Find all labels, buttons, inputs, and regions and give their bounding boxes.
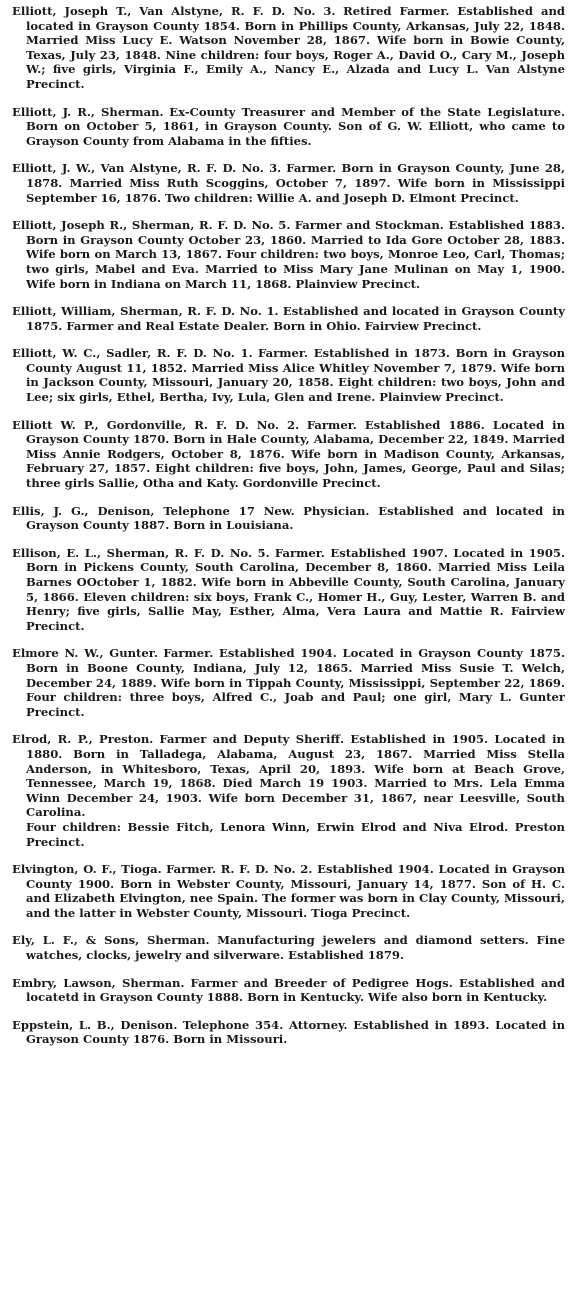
entry-text: Farmer. Established 1904. Located in Grayson County 1875. Born in Boone County, Indiana, July 12, 1865. Married Miss Susie T. Welch, December 24, 1889. Wife born in Tippah County, Mississippi, September 22, 1869. Four children: three boys, Alfred C., Joab and Paul; one girl, Mary L. Gunter Precinct. <box>26 646 565 719</box>
entry-name: Elliott, J. R., Sherman. <box>12 104 164 119</box>
entry-name: Ellison, E. L., Sherman, R. F. D. No. 5. <box>12 545 270 560</box>
entry-text: Ex-County Treasurer and Member of the State Legislature. Born on October 5, 1861, in Grayson County. Son of G. W. Elliott, who came to Grayson County from Alabama in the fifties. <box>26 104 566 148</box>
entry-text: Farmer. Established 1886. Located in Grayson County 1870. Born in Hale County, Alabama, December 22, 1849. Married Miss Annie Rodgers, October 8, 1876. Wife born in Madison County, Arkansas, February 27, 1857. Eight children: five boys, John, James, George, Paul and Silas; three girls Sallie, Otha and Katy. Gordonville Precinct. <box>26 417 565 491</box>
entry-text: Manufacturing jewelers and diamond setters. Fine watches, clocks, jewelry and silverware. Established 1879. <box>26 933 565 963</box>
entry-elmore-n-w <box>12 646 565 719</box>
entry-text: Retired Farmer. Established and located in Grayson County 1854. Born in Phillips County, Arkansas, July 22, 1848. Married Miss Lucy E. Watson November 28, 1867. Wife born in Bowie County, Texas, July 23, 1848. Nine children: four boys, Roger A., David O., Cary M., Joseph W.; five girls, Virginia F., Emily A., Nancy E., Alzada and Lucy L. Van Alstyne Precinct. <box>26 4 566 91</box>
entry-elliott-w-c <box>12 346 565 404</box>
entry-text: Farmer. Born in Grayson County, June 28, 1878. Married Miss Ruth Scoggins, October 7, 1897. Wife born in Mississippi September 16, 1876. Two children: Willie A. and Joseph D. Elmont Precinct. <box>26 161 565 205</box>
entry-elliott-joseph-r <box>12 218 565 291</box>
entry-name: Elliott, William, Sherman, R. F. D. No. 1. <box>12 304 279 319</box>
entry-name: Elliott, J. W., Van Alstyne, R. F. D. No. 3. <box>12 161 282 176</box>
entry-name: Eppstein, L. B., Denison. <box>12 1017 178 1032</box>
entry-ely-l-f <box>12 933 565 962</box>
entry-text: Farmer. Established in 1873. Born in Grayson County August 11, 1852. Married Miss Alice Whitley November 7, 1879. Wife born in Jackson County, Missouri, January 20, 1858. Eight children: two boys, John and Lee; six girls, Ethel, Bertha, Ivy, Lula, Glen and Irene. Plainview Precinct. <box>26 346 566 405</box>
entry-text: Established and located in Grayson County 1875. Farmer and Real Estate Dealer. Born in Ohio. Fairview Precinct. <box>26 304 566 333</box>
entry-elliott-william <box>12 304 565 333</box>
entry-elrod-r-p <box>12 732 565 849</box>
entry-name: Ely, L. F., & Sons, Sherman. <box>12 933 210 948</box>
entry-eppstein-l-b <box>12 1018 565 1047</box>
entry-text: Farmer and Deputy Sheriff. Established in 1905. Located in 1880. Born in Talladega, Alabama, August 23, 1867. Married Miss Stella Anderson, in Whitesboro, Texas, April 20, 1893. Wife born at Beach Grove, Tennessee, March 19, 1868. Died March 19 1903. Married to Mrs. Lela Emma Winn December 24, 1903. Wife born December 31, 1867, near Leesville, South Carolina. <box>26 732 565 820</box>
entry-name: Elmore N. W., Gunter. <box>12 646 158 661</box>
entry-text: Physician. Established and located in Grayson County 1887. Born in Louisiana. <box>26 503 565 533</box>
entry-ellis-j-g <box>12 504 565 533</box>
entry-extra-text: Four children: Bessie Fitch, Lenora Winn, Erwin Elrod and Niva Elrod. Preston Precinct. <box>26 819 565 849</box>
entry-elliott-j-w <box>12 161 565 205</box>
entry-name: Elliott W. P., Gordonville, R. F. D. No. 2. <box>12 417 300 432</box>
entry-elliott-w-p <box>12 418 565 491</box>
entry-elliott-joseph-t <box>12 4 565 92</box>
entry-name: Elliott, W. C., Sadler, R. F. D. No. 1. <box>12 346 253 361</box>
entry-text: Farmer. Established 1907. Located in 1905. Born in Pickens County, South Carolina, December 8, 1860. Married Miss Leila Barnes OOctober 1, 1882. Wife born in Abbeville County, South Carolina, January 5, 1866. Eleven children: six boys, Frank C., Homer H., Guy, Lester, Warren B. and Henry; five girls, Sallie May, Esther, Alma, Vera Laura and Mattie R. Fairview Precinct. <box>26 545 565 633</box>
entry-name: Elrod, R. P., Preston. <box>12 732 154 747</box>
entry-text: Telephone 354. Attorney. Established in 1893. Located in Grayson County 1876. Born in Missouri. <box>26 1017 565 1047</box>
entry-text: Farmer and Stockman. Established 1883. Born in Grayson County October 23, 1860. Married to Ida Gore October 28, 1883. Wife born on March 13, 1867. Four children: two boys, Monroe Leo, Carl, Thomas; two girls, Mabel and Eva. Married to Miss Mary Jane Mulinan on May 1, 1900. Wife born in Indiana on March 11, 1868. Plainview Precinct. <box>26 218 566 291</box>
entry-text: Farmer and Breeder of Pedigree Hogs. Established and locatetd in Grayson County 1888. Born in Kentucky. Wife also born in Kentucky. <box>26 975 566 1005</box>
entry-elliott-j-r <box>12 105 565 149</box>
entry-elvington-o-f <box>12 862 565 920</box>
entry-embry-lawson <box>12 976 565 1005</box>
entry-name: Elliott, Joseph T., Van Alstyne, R. F. D. No. 3. <box>12 4 336 18</box>
entry-name: Embry, Lawson, Sherman. <box>12 975 185 990</box>
entry-name: Elvington, O. F., Tioga. <box>12 862 162 877</box>
entry-ellison-e-l <box>12 546 565 634</box>
entry-text: Farmer. R. F. D. No. 2. Established 1904. Located in Grayson County 1900. Born in Webster County, Missouri, January 14, 1877. Son of H. C. and Elizabeth Elvington, nee Spain. The former was born in Clay County, Missouri, and the latter in Webster County, Missouri. Tioga Precinct. <box>26 862 566 920</box>
entry-name: Elliott, Joseph R., Sherman, R. F. D. No. 5. <box>12 218 291 233</box>
entry-name: Ellis, J. G., Denison, Telephone 17 New. <box>12 503 295 518</box>
